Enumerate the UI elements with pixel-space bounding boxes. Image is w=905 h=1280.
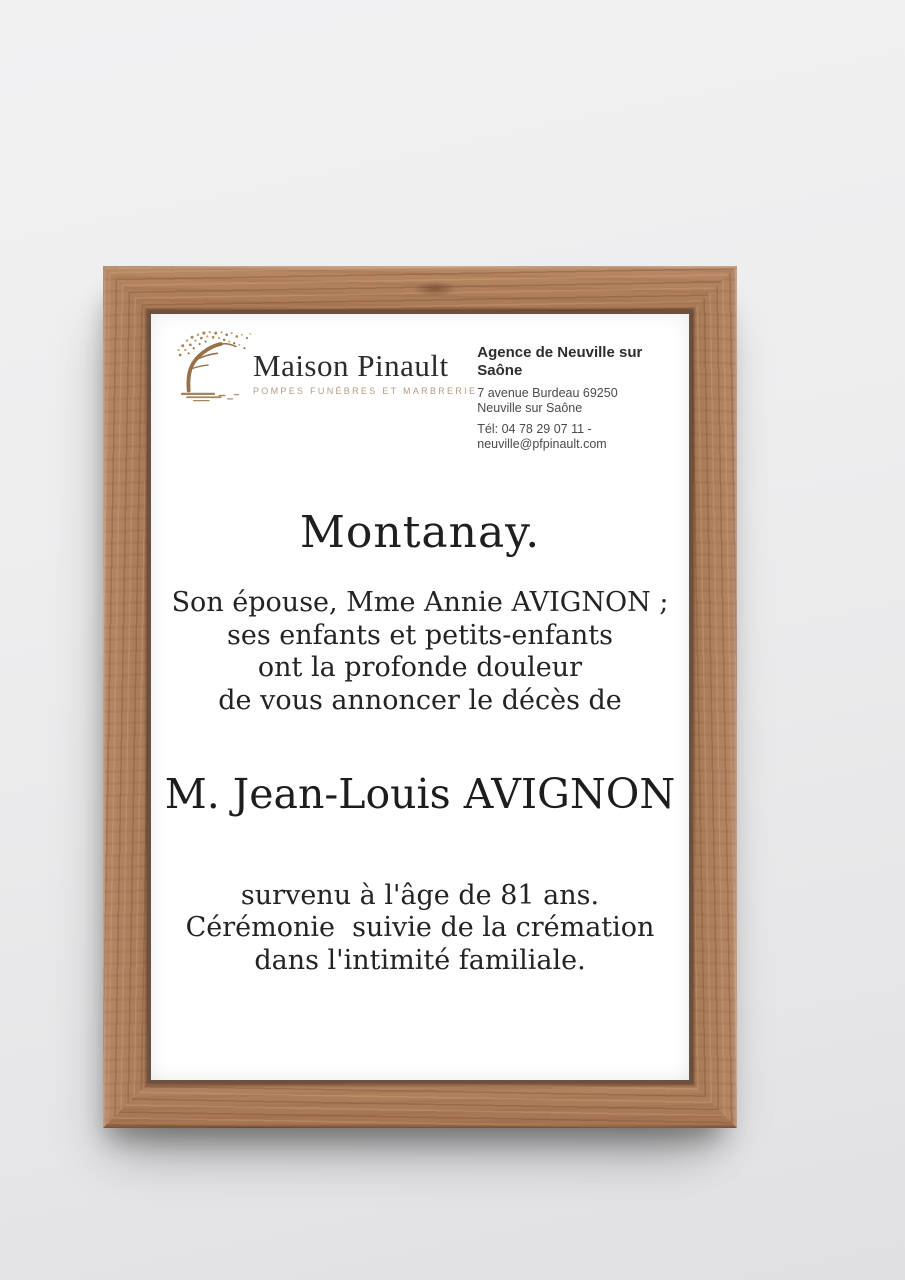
intro-paragraph: [151, 587, 689, 719]
agency-info: [477, 344, 663, 452]
details-line: survenu à l'âge de 81 ans.: [240, 879, 600, 911]
details-line: dans l'intimité familiale.: [254, 945, 586, 977]
intro-line: ont la profonde douleur: [257, 652, 583, 684]
frame-right-rail: [692, 266, 737, 1128]
agency-contact: Tél: 04 78 29 07 11 - neuville@pfpinault.com: [477, 422, 607, 451]
agency-title: Agence de Neuville sur Saône: [477, 344, 643, 379]
intro-line: ses enfants et petits-enfants: [227, 619, 613, 651]
intro-line: Son épouse, Mme Annie AVIGNON ;: [171, 586, 669, 618]
picture-frame: [103, 266, 737, 1128]
brand-tagline: POMPES FUNÈBRES ET MARBRERIE: [253, 386, 478, 396]
details-line: Cérémonie suivie de la crémation: [185, 912, 655, 944]
details-paragraph: [151, 880, 689, 979]
agency-address: 7 avenue Burdeau 69250 Neuville sur Saône: [477, 386, 618, 415]
deceased-name: M. Jean-Louis AVIGNON: [164, 770, 676, 819]
frame-bottom-rail: [103, 1083, 737, 1128]
windswept-tree-icon: [171, 328, 257, 408]
brand-text: [253, 350, 477, 408]
death-notice-poster: [148, 311, 692, 1083]
brand-name: Maison Pinault: [253, 348, 449, 383]
funeral-home-logo: [171, 328, 477, 408]
city-title: Montanay.: [299, 507, 541, 558]
frame-left-rail: [103, 266, 148, 1128]
intro-line: de vous annoncer le décès de: [218, 685, 622, 717]
poster-content: [151, 314, 689, 1080]
frame-top-rail: [103, 266, 737, 311]
poster-header: [151, 314, 689, 452]
